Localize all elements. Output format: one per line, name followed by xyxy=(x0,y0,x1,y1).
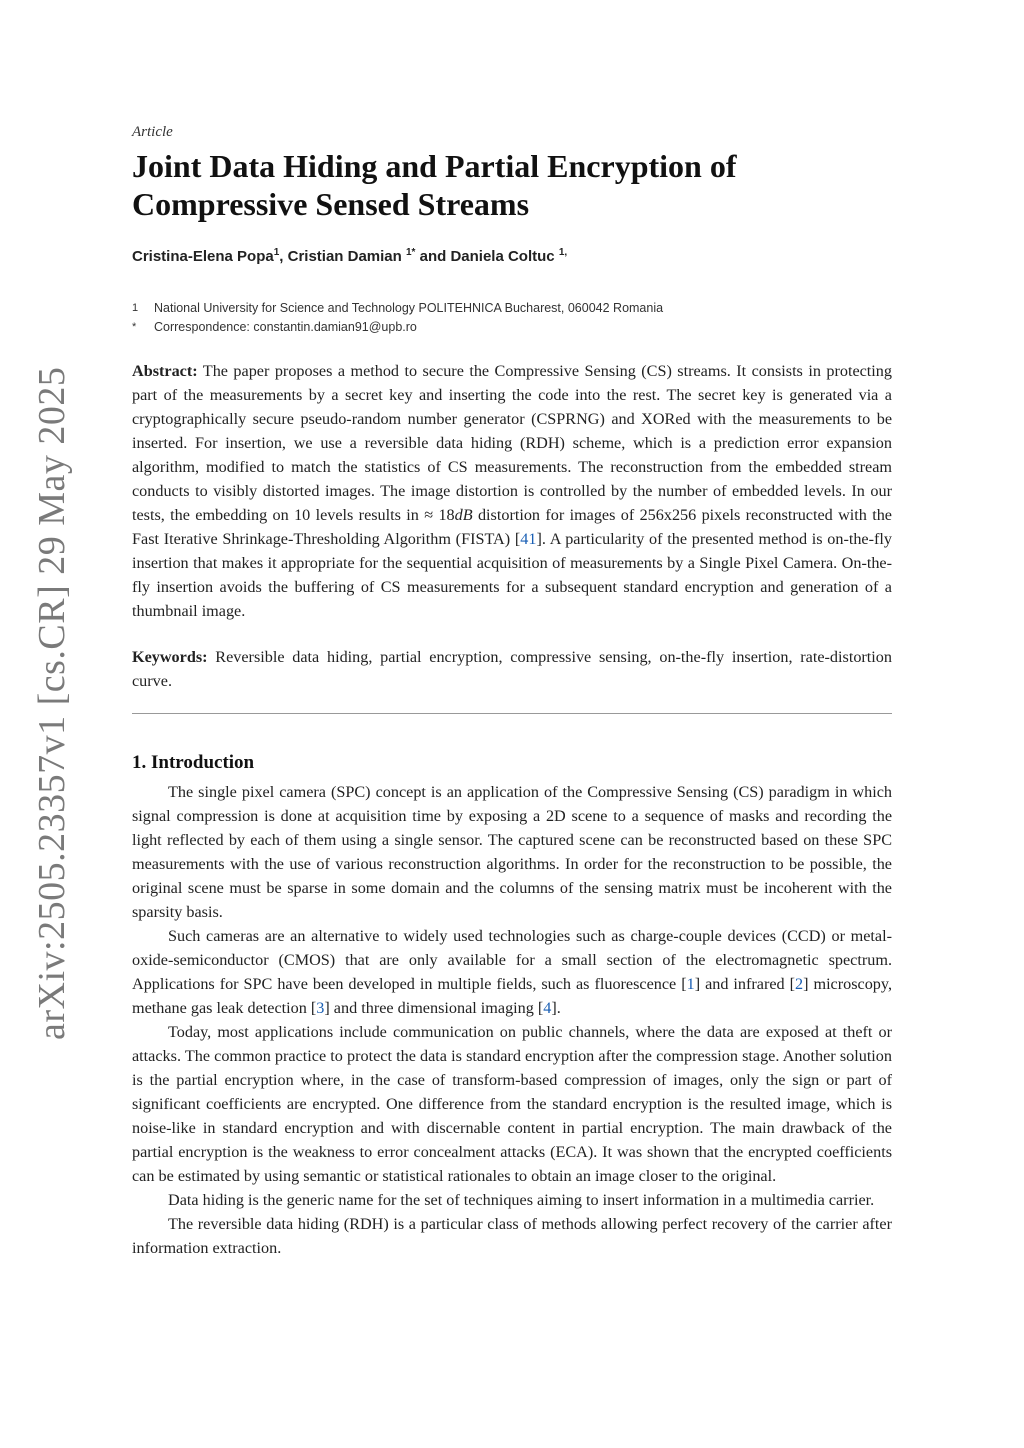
author-name: Cristian Damian xyxy=(287,248,402,265)
citation-link[interactable]: 1 xyxy=(686,975,695,993)
citation-link[interactable]: 41 xyxy=(520,530,537,548)
body-paragraph: The single pixel camera (SPC) concept is an application of the Compressive Sensing (CS) paradigm in which signal compression is done at acquisition time by exposing a 2D scene to a sequence of masks and recording the light reflected by each of them using a single sensor. The captured scene can be reconstructed based on these SPC measurements with the use of various reconstruction algorithms. In order for the reconstruction to be possible, the original scene must be sparse in some domain and the columns of the sensing matrix must be incoherent with the sparsity basis. xyxy=(132,783,892,921)
body-paragraph: The reversible data hiding (RDH) is a particular class of methods allowing perfect recovery of the carrier after information extraction. xyxy=(132,1215,892,1257)
affiliation-text: National University for Science and Technology POLITEHNICA Bucharest, 060042 Romania xyxy=(154,301,664,315)
citation-link[interactable]: 4 xyxy=(543,999,552,1017)
paragraph-text: ] and infrared [ xyxy=(694,975,796,993)
author-name: Daniela Coltuc xyxy=(450,248,555,265)
affiliation-row xyxy=(132,318,892,337)
affiliation-row xyxy=(132,299,892,318)
correspondence-text: Correspondence: constantin.damian91@upb.ro xyxy=(154,320,417,334)
author-affiliation-mark: 1 xyxy=(273,247,280,258)
arxiv-stamp-container xyxy=(28,366,78,1040)
affiliation-mark: 1 xyxy=(132,302,139,314)
citation-link[interactable]: 2 xyxy=(795,975,804,993)
keywords-text: Reversible data hiding, partial encryption, compressive sensing, on-the-fly insertion, rate-distortion curve. xyxy=(132,648,892,690)
arxiv-identifier[interactable]: arXiv:2505.23357v1 [cs.CR] 29 May 2025 xyxy=(31,366,73,1040)
author-affiliation-mark: 1, xyxy=(558,247,568,258)
abstract-text: The paper proposes a method to secure the Compressive Sensing (CS) streams. It consists in protecting part of the measurements by a secret key and inserting the code into the rest. The secret key is generated via a cryptographically secure pseudo-random number generator (CSPRNG) and XORed with the measurements to be inserted. For insertion, we use a reversible data hiding (RDH) scheme, which is a prediction error expansion algorithm, modified to match the statistics of CS measurements. The reconstruction from the embedded stream conducts to visibly distorted images. The image distortion is controlled by the number of embedded levels. In our tests, the embedding on 10 levels results in ≈ 18 xyxy=(132,362,892,524)
citation-link[interactable]: 3 xyxy=(316,999,325,1017)
affiliation-mark: * xyxy=(132,321,137,333)
author-affiliation-mark: 1* xyxy=(405,247,416,258)
paragraph-text: ] microscopy, methane gas leak detection [ xyxy=(132,975,892,1017)
affiliations xyxy=(132,299,892,337)
body-paragraph: Today, most applications include communication on public channels, where the data are exposed at theft or attacks. The common practice to protect the data is standard encryption after the compression stage. Another solution is the partial encryption where, in the case of transform-based compression of images, only the sign or part of significant coefficients are encrypted. One difference from the standard encryption is the resulted image, which is noise-like in standard encryption and with discernable content in partial encryption. The main drawback of the partial encryption is the weakness to error concealment attacks (ECA). It was shown that the encrypted coefficients can be estimated by using semantic or statistical rationales to obtain an image closer to the original. xyxy=(132,1023,892,1185)
abstract-math: dB xyxy=(454,506,473,524)
article-type-label: Article xyxy=(132,124,173,140)
paper-content xyxy=(132,124,892,1260)
author-list xyxy=(132,247,892,265)
paragraph-text: ]. xyxy=(551,999,561,1017)
section-heading: 1. Introduction xyxy=(132,752,255,773)
abstract xyxy=(132,359,892,623)
paper-title: Joint Data Hiding and Partial Encryption of Compressive Sensed Streams xyxy=(132,148,737,222)
paragraph-text: Such cameras are an alternative to widely used technologies such as charge-couple devices (CCD) or metal-oxide-semiconductor (CMOS) that are only available for a small section of the electromagnetic spectrum. Applications for SPC have been developed in multiple fields, such as fluorescence [ xyxy=(132,927,892,993)
author-separator: , xyxy=(279,248,288,265)
keywords-label: Keywords: xyxy=(132,648,208,666)
section-divider xyxy=(132,713,892,714)
paragraph-text: ] and three dimensional imaging [ xyxy=(324,999,544,1017)
abstract-label: Abstract: xyxy=(132,362,198,380)
abstract-text: ]. A particularity of the presented method is on-the-fly insertion that makes it appropriate for the sequential acquisition of measurements by a Single Pixel Camera. On-the-fly insertion avoids the buffering of CS measurements for a subsequent standard encryption and generation of a thumbnail image. xyxy=(132,530,892,620)
abstract-text: distortion for images of 256x256 pixels reconstructed with the Fast Iterative Shrinkage-Thresholding Algorithm (FISTA) [ xyxy=(132,506,892,548)
author-name: Cristina-Elena Popa xyxy=(132,248,274,265)
body-paragraph: Data hiding is the generic name for the set of techniques aiming to insert information in a multimedia carrier. xyxy=(168,1191,875,1209)
body-paragraph xyxy=(132,924,892,1020)
author-separator: and xyxy=(415,248,451,265)
keywords xyxy=(132,645,892,693)
